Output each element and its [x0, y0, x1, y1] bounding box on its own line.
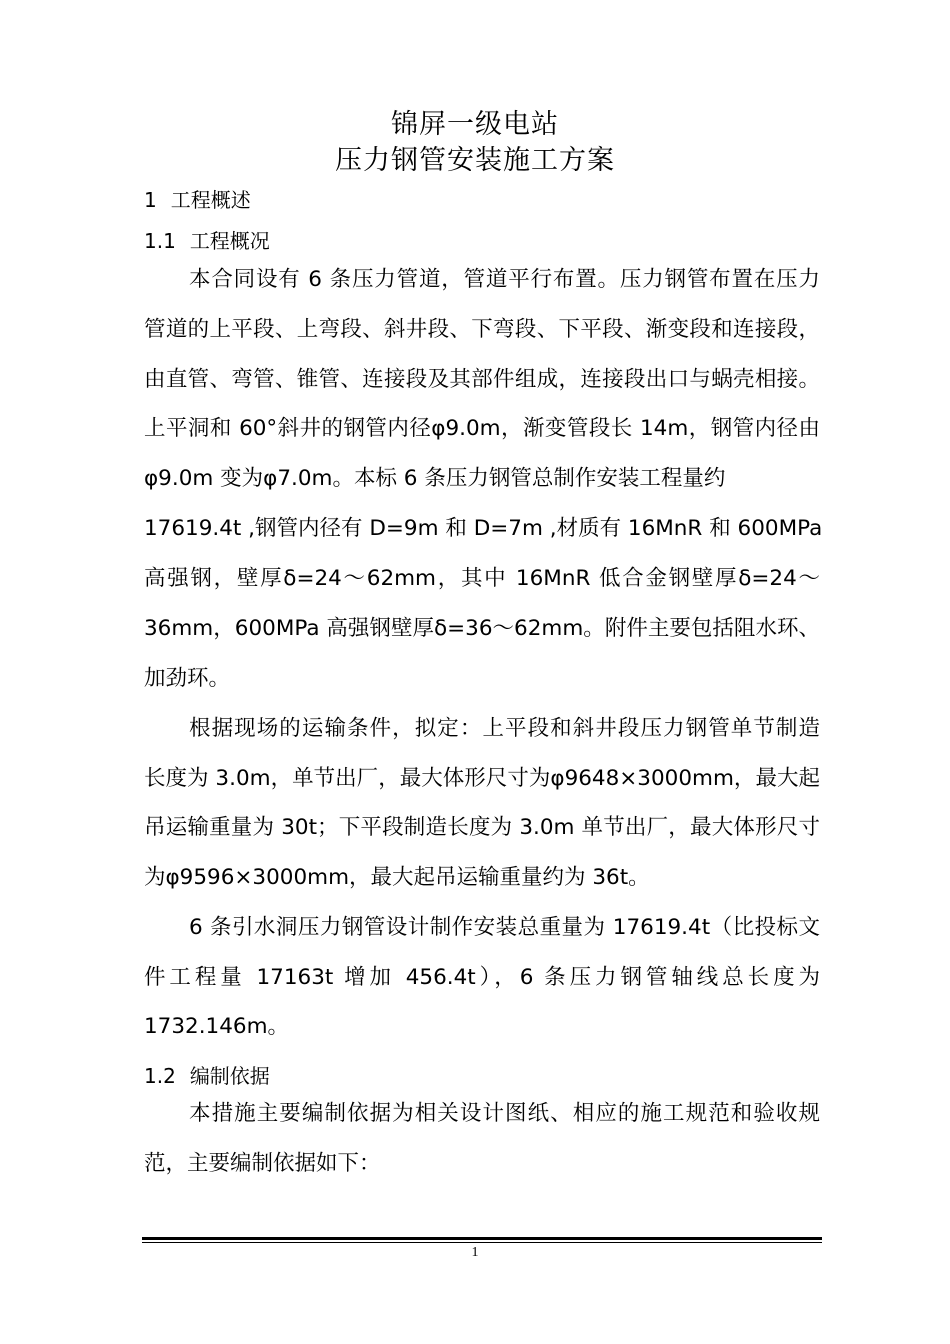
paragraph-line: 为φ9596×3000mm，最大起吊运输重量约为 36t。 — [144, 865, 650, 890]
paragraph-line: 36mm，600MPa 高强钢壁厚δ=36～62mm。附件主要包括阻水环、 — [144, 616, 820, 641]
paragraph-line: 本措施主要编制依据为相关设计图纸、相应的施工规范和验收规 — [189, 1101, 820, 1126]
section-number: 1.2 — [144, 1064, 176, 1088]
paragraph-line: 吊运输重量为 30t；下平段制造长度为 3.0m 单节出厂，最大体形尺寸 — [144, 815, 820, 840]
paragraph-line: 本合同设有 6 条压力管道，管道平行布置。压力钢管布置在压力 — [189, 267, 820, 292]
section-heading-1-2 — [144, 1062, 270, 1090]
paragraph-line: 上平洞和 60°斜井的钢管内径φ9.0m，渐变管段长 14m，钢管内径由 — [144, 416, 820, 441]
paragraph-line: 1732.146m。 — [144, 1014, 290, 1039]
page-number: 1 — [471, 1245, 479, 1260]
section-title: 工程概述 — [170, 188, 251, 212]
paragraph-line: 长度为 3.0m，单节出厂，最大体形尺寸为φ9648×3000mm，最大起 — [144, 766, 820, 791]
section-number: 1 — [144, 188, 157, 212]
section-number: 1.1 — [144, 229, 176, 253]
paragraph-line: φ9.0m 变为φ7.0m。本标 6 条压力钢管总制作安装工程量约 — [144, 466, 726, 491]
paragraph-line: 由直管、弯管、锥管、连接段及其部件组成，连接段出口与蜗壳相接。 — [144, 367, 820, 392]
paragraph-line: 管道的上平段、上弯段、斜井段、下弯段、下平段、渐变段和连接段， — [144, 317, 820, 342]
page-title-line2: 压力钢管安装施工方案 — [335, 145, 615, 176]
paragraph-line: 范，主要编制依据如下： — [144, 1151, 381, 1176]
paragraph-line: 加劲环。 — [144, 666, 231, 691]
section-heading-1 — [144, 186, 251, 214]
paragraph-line: 高强钢，壁厚δ=24～62mm，其中 16MnR 低合金钢壁厚δ=24～ — [144, 566, 820, 591]
footer-rule-thin — [142, 1242, 822, 1243]
section-heading-1-1 — [144, 227, 270, 255]
paragraph-line: 根据现场的运输条件，拟定：上平段和斜井段压力钢管单节制造 — [189, 716, 820, 741]
section-title: 编制依据 — [189, 1064, 270, 1088]
paragraph-line: 17619.4t ,钢管内径有 D=9m 和 D=7m ,材质有 16MnR 和 600MPa — [144, 516, 823, 541]
section-title: 工程概况 — [189, 229, 270, 253]
paragraph-line: 6 条引水洞压力钢管设计制作安装总重量为 17619.4t（比投标文 — [189, 915, 820, 940]
paragraph-line: 件工程量 17163t 增加 456.4t），6 条压力钢管轴线总长度为 — [144, 965, 820, 990]
page-title-line1: 锦屏一级电站 — [391, 109, 559, 140]
footer-rule-thick — [142, 1237, 822, 1240]
